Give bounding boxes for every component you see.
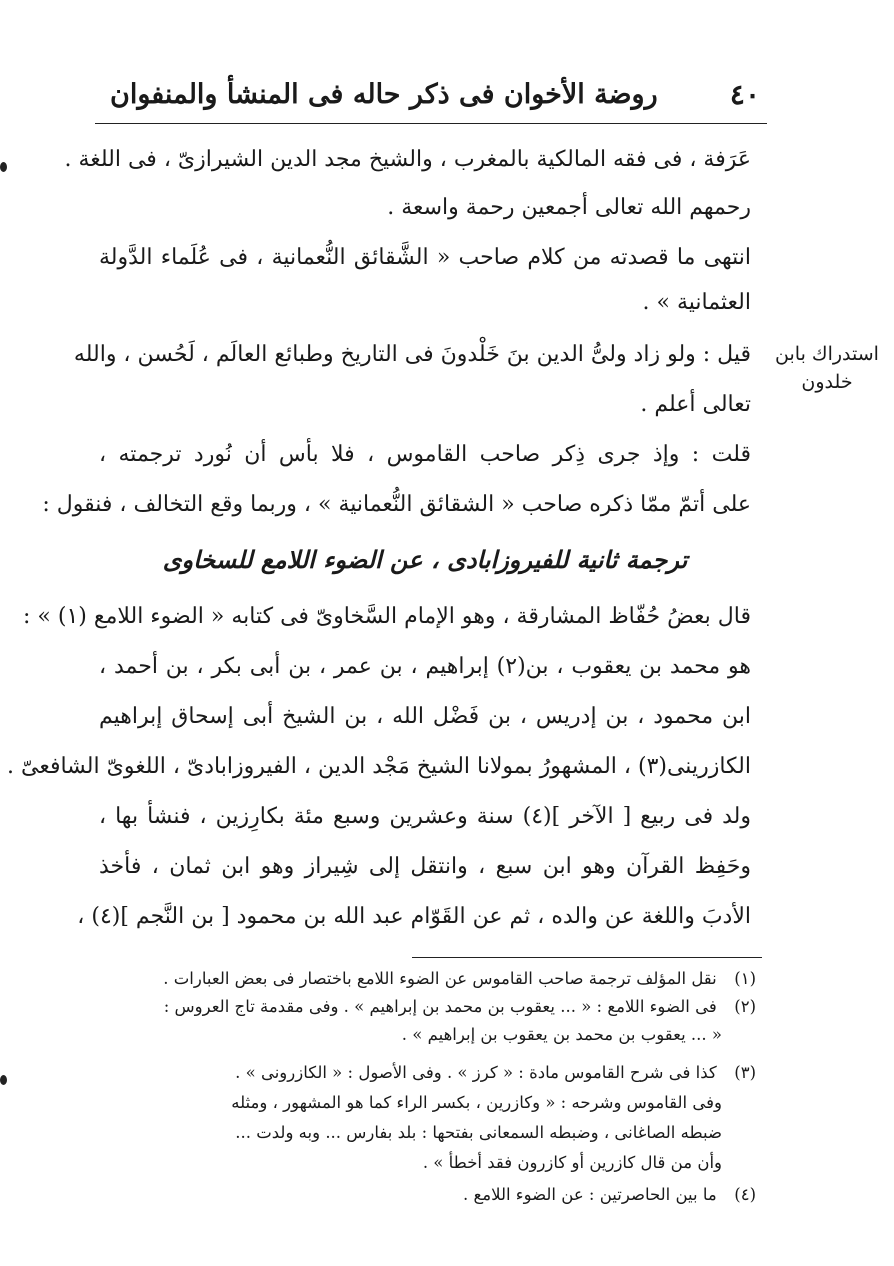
- footnote-continuation: « ... يعقوب بن محمد بن يعقوب بن إبراهيم » .: [401, 1025, 722, 1044]
- footnote: [99, 1182, 756, 1208]
- footnote-text: ما بين الحاصرتين : عن الضوء اللامع .: [463, 1185, 717, 1204]
- body-line: العثمانية » .: [642, 290, 751, 315]
- footnote: [99, 1060, 756, 1086]
- footnote-separator: [412, 957, 762, 958]
- body-line: الكازرينى(٣) ، المشهورُ بمولانا الشيخ مَجْد الدين ، الفيروزابادىّ ، اللغوىّ الشافعىّ .: [7, 754, 751, 779]
- margin-note-line-1: استدراك بابن: [775, 343, 879, 365]
- footnote-number: (٢): [734, 997, 756, 1016]
- running-title: روضة الأخوان فى ذكر حاله فى المنشأ والمنفوان: [110, 78, 658, 110]
- body-line: قلت : وإذ جرى ذِكر صاحب القاموس ، فلا بأس أن نُورد ترجمته ،: [99, 442, 751, 467]
- section-subheading: ترجمة ثانية للفيروزابادى ، عن الضوء اللامع للسخاوى: [162, 545, 688, 574]
- header-rule: [95, 123, 767, 124]
- body-line: الأدبَ واللغة عن والده ، ثم عن القَوّام عبد الله بن محمود [ بن النَّجم ](٤) ،: [77, 904, 751, 929]
- body-line: هو محمد بن يعقوب ، بن(٢) إبراهيم ، بن عمر ، بن أبى بكر ، بن أحمد ،: [99, 654, 751, 679]
- scan-mark: [0, 162, 7, 172]
- footnote-text: كذا فى شرح القاموس مادة : « كرز » . وفى الأصول : « الكازرونى » .: [235, 1063, 717, 1082]
- margin-note-line-2: خلدون: [801, 371, 853, 393]
- footnote: [99, 994, 756, 1020]
- body-line: قال بعضُ حُفّاظ المشارقة ، وهو الإمام السَّخاوىّ فى كتابه « الضوء اللامع (١) » :: [23, 604, 751, 629]
- body-line: انتهى ما قصدته من كلام صاحب « الشَّقائق النُّعمانية ، فى عُلَماء الدَّولة: [99, 245, 751, 270]
- body-line: تعالى أعلم .: [640, 392, 751, 417]
- footnote-text: نقل المؤلف ترجمة صاحب القاموس عن الضوء اللامع باختصار فى بعض العبارات .: [163, 969, 717, 988]
- body-line: قيل : ولو زاد ولىُّ الدين بنَ خَلْدونَ فى التاريخ وطبائع العالَم ، لَحُسن ، والله: [73, 342, 751, 367]
- footnote-continuation: وأن من قال كازرين أو كازرون فقد أخطأ » .: [422, 1153, 722, 1172]
- margin-note: [768, 340, 886, 396]
- body-line: على أتمّ ممّا ذكره صاحب « الشقائق النُّعمانية » ، وربما وقع التخالف ، فنقول :: [42, 492, 751, 517]
- body-line: ولد فى ربيع [ الآخر ](٤) سنة وعشرين وسبع مئة بكارِزين ، فنشأ بها ،: [99, 804, 751, 829]
- running-header: [110, 70, 760, 118]
- footnote-number: (١): [734, 969, 756, 988]
- footnote-continuation: ضبطه الصاغانى ، وضبطه السمعانى بفتحها : بلد بفارس ... وبه ولدت ...: [235, 1123, 722, 1142]
- body-line: ابن محمود ، بن إدريس ، بن فَضْل الله ، بن الشيخ أبى إسحاق إبراهيم: [99, 704, 751, 729]
- footnote-text: فى الضوء اللامع : « ... يعقوب بن محمد بن إبراهيم » . وفى مقدمة تاج العروس :: [163, 997, 717, 1016]
- body-line: وحَفِظ القرآن وهو ابن سبع ، وانتقل إلى شِيراز وهو ابن ثمان ، فأخذ: [99, 854, 751, 879]
- body-line: رحمهم الله تعالى أجمعين رحمة واسعة .: [387, 195, 751, 220]
- body-line: عَرَفة ، فى فقه المالكية بالمغرب ، والشيخ مجد الدين الشيرازىّ ، فى اللغة .: [64, 147, 751, 172]
- footnote-number: (٤): [734, 1185, 756, 1204]
- scan-mark: [0, 1075, 7, 1085]
- footnote-number: (٣): [734, 1063, 756, 1082]
- footnote-continuation: وفى القاموس وشرحه : « وكازرين ، بكسر الراء كما هو المشهور ، ومثله: [231, 1093, 722, 1112]
- page-number: ٤٠: [729, 77, 760, 111]
- footnote: [99, 966, 756, 992]
